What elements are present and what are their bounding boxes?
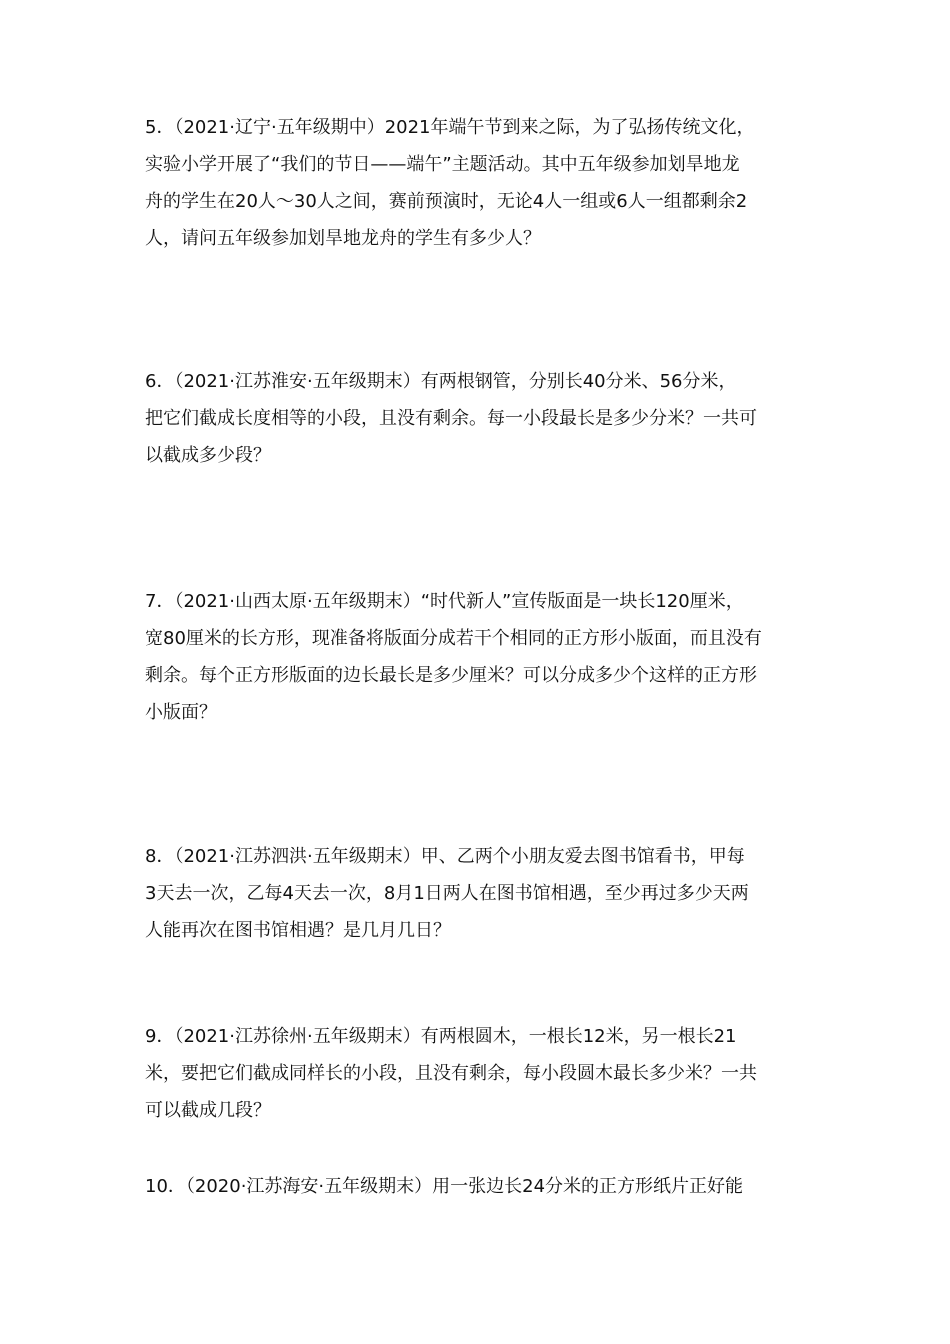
question-10 (145, 1175, 815, 1212)
question-line: 9．（2021·江苏徐州·五年级期末）有两根圆木，一根长12米，另一根长21 (145, 1026, 737, 1047)
question-line: 宽80厘米的长方形，现准备将版面分成若干个相同的正方形小版面，而且没有 (145, 628, 762, 649)
question-line: 可以截成几段？ (145, 1100, 271, 1121)
question-5 (145, 116, 815, 264)
question-line: 7．（2021·山西太原·五年级期末）“时代新人”宣传版面是一块长120厘米， (145, 591, 744, 612)
question-line: 小版面？ (145, 702, 217, 723)
question-line: 以截成多少段？ (145, 445, 271, 466)
question-line: 6．（2021·江苏淮安·五年级期末）有两根钢管，分别长40分米、56分米， (145, 371, 737, 392)
question-line: 人能再次在图书馆相遇？是几月几日？ (145, 920, 451, 941)
question-line: 3天去一次，乙每4天去一次，8月1日两人在图书馆相遇，至少再过多少天两 (145, 883, 749, 904)
question-6 (145, 370, 815, 481)
question-line: 10．（2020·江苏海安·五年级期末）用一张边长24分米的正方形纸片正好能 (145, 1176, 744, 1197)
question-line: 人，请问五年级参加划旱地龙舟的学生有多少人？ (145, 228, 541, 249)
question-line: 8．（2021·江苏泗洪·五年级期末）甲、乙两个小朋友爱去图书馆看书，甲每 (145, 846, 745, 867)
question-line: 把它们截成长度相等的小段，且没有剩余。每一小段最长是多少分米？一共可 (145, 408, 757, 429)
question-9 (145, 1025, 815, 1136)
question-line: 舟的学生在20人～30人之间，赛前预演时，无论4人一组或6人一组都剩余2 (145, 191, 748, 212)
question-line: 5．（2021·辽宁·五年级期中）2021年端午节到来之际，为了弘扬传统文化， (145, 117, 755, 138)
question-8 (145, 845, 815, 956)
question-line: 米，要把它们截成同样长的小段，且没有剩余，每小段圆木最长多少米？一共 (145, 1063, 757, 1084)
question-7 (145, 590, 815, 738)
question-line: 剩余。每个正方形版面的边长最长是多少厘米？可以分成多少个这样的正方形 (145, 665, 757, 686)
question-line: 实验小学开展了“我们的节日——端午”主题活动。其中五年级参加划旱地龙 (145, 154, 740, 175)
